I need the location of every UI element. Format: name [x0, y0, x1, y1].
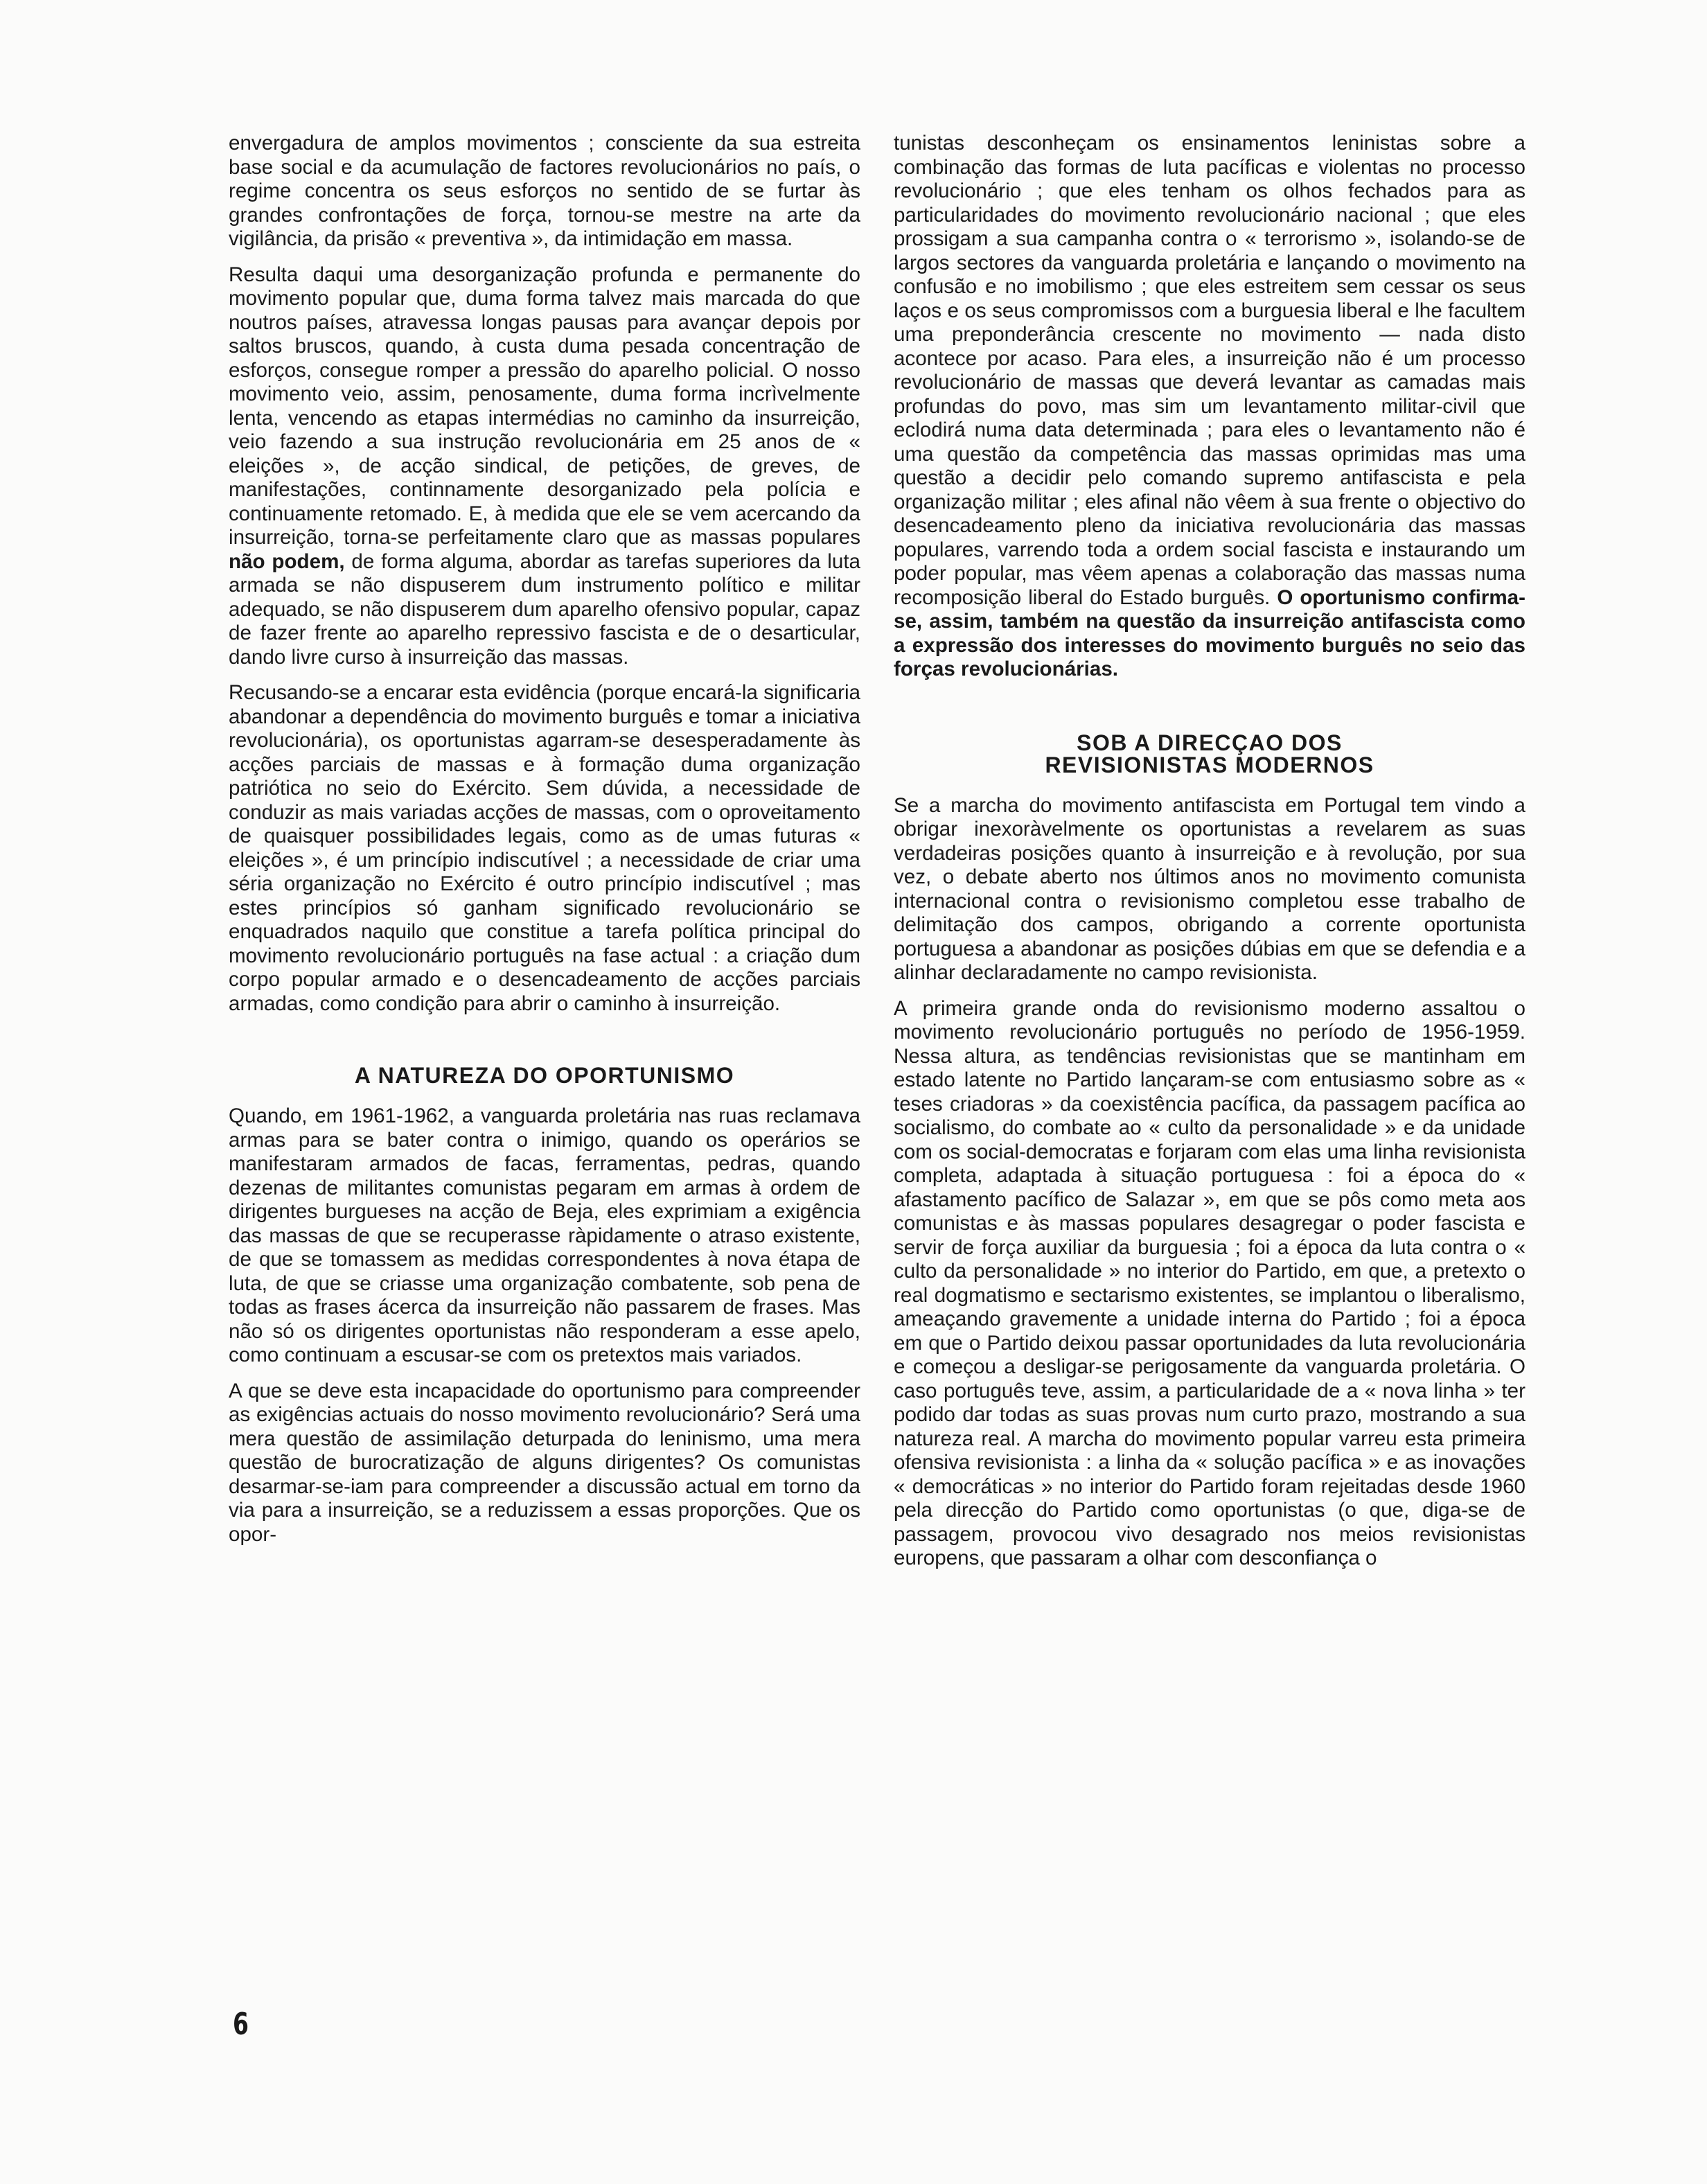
paragraph [229, 263, 860, 670]
paragraph-text: Resulta daqui uma desorganização profunda e permanente do movimento popular que, duma forma talvez mais marcada do que noutros países, atravessa longas pausas para avançar depois por saltos bruscos, quando, à custa duma pesada concentração de esforços, consegue romper a pressão do aparelho policial. O nosso movimento veio, assim, penosamente, duma forma incrìvelmente lenta, vencendo as etapas intermédias no caminho da insurreição, veio fazendo a sua instrução revolucionária em 25 anos de « eleições », de acção sindical, de petições, de greves, de manifestações, continnamente desorganizado pela polícia e continuamente retomado. E, à medida que ele se vem acercando da insurreição, torna-se perfeitamente claro que as massas populares [229, 263, 860, 549]
bold-emphasis: não podem, [229, 549, 345, 573]
right-column [894, 132, 1525, 1583]
section-heading: A NATUREZA DO OPORTUNISMO [354, 1063, 735, 1088]
left-column [229, 132, 860, 1558]
section-heading [894, 732, 1525, 776]
bold-emphasis: O oportunismo confirma-se, assim, também na questão da insurreição antifascista como a expressão dos interesses do movimento burguês no seio das forças revolucionárias. [894, 585, 1525, 680]
paragraph: A primeira grande onda do revisionismo moderno assaltou o movimento revolucionário português no período de 1956-1959. Nessa altura, as tendências revisionistas que se mantinham em estado latente no Partido lançaram-se com entusiasmo sobre as « teses criadoras » da coexistência pacífica, da passagem pacífica ao socialismo, do combate ao « culto da personalidade » e da unidade com os social-democratas e forjaram com elas uma linha revisionista completa, adaptada à situação portuguesa : foi a época do « afastamento pacífico de Salazar », em que se pôs como meta aos comunistas e às massas populares desagregar o poder fascista e servir de força auxiliar da burguesia ; foi a época da luta contra o « culto da personalidade » no interior do Partido, em que, a pretexto o real dogmatismo e sectarismo existentes, se implantou o liberalismo, ameaçando gravemente a unidade interna do Partido ; foi a época em que o Partido deixou passar oportunidades da luta revolucionária e começou a desligar-se perigosamente da vanguarda proletária. O caso português teve, assim, a particularidade de a « nova linha » ter podido dar todas as suas provas num curto prazo, mostrando a sua natureza real. A marcha do movimento popular varreu esta primeira ofensiva revisionista : a linha da « solução pacífica » e as inovações « democráticas » no interior do Partido foram rejeitadas desde 1960 pela direcção do Partido como oportunistas (o que, diga-se de passagem, provocou vivo desagrado nos meios revisionistas europens, que passaram a olhar com desconfiança o [894, 996, 1525, 1569]
paragraph-text: de forma alguma, abordar as tarefas superiores da luta armada se não dispuserem dum instrumento político e militar adequado, se não dispuserem dum aparelho ofensivo popular, capaz de fazer frente ao aparelho repressivo fascista e de o desarticular, dando livre curso à insurreição das massas. [229, 549, 860, 669]
paragraph: envergadura de amplos movimentos ; consciente da sua estreita base social e da acumulação de factores revolucionários no país, o regime concentra os seus esforços no sentido de se furtar às grandes confrontações de força, tornou-se mestre na arte da vigilância, da prisão « preventiva », da intimidação em massa. [229, 132, 860, 250]
paragraph: Recusando-se a encarar esta evidência (porque encará-la significaria abandonar a dependência do movimento burguês e tomar a iniciativa revolucionária), os oportunistas agarram-se desesperadamente às acções parciais de massas e à formação duma organização patriótica no seio do Exército. Sem dúvida, a necessidade de conduzir as mais variadas acções de massas, com o oproveitamento de quaisquer possibilidades legais, como as de umas futuras « eleições », é um princípio indiscutível ; a necessidade de criar uma séria organização no Exército é outro princípio indiscutível ; mas estes princípios só ganham significado revolucionário se enquadrados naquilo que constitue a tarefa política principal do movimento revolucionário português na fase actual : a criação dum corpo popular armado e o desencadeamento de acções parciais armadas, como condição para abrir o caminho à insurreição. [229, 681, 860, 1015]
paragraph: Quando, em 1961-1962, a vanguarda proletária nas ruas reclamava armas para se bater contra o inimigo, quando os operários se manifestaram armados de facas, ferramentas, pedras, quando dezenas de militantes comunistas pegaram em armas à ordem de dirigentes burgueses na acção de Beja, eles exprimiam a exigência das massas de que se recuperasse ràpidamente o atraso existente, de que se tomassem as medidas correspondentes à nova étapa de luta, de que se criasse uma organização combatente, sob pena de todas as frases ácerca da insurreição não passarem de frases. Mas não só os dirigentes oportunistas não responderam a esse apelo, como continuam a escusar-se com os pretextos mais variados. [229, 1104, 860, 1366]
section-heading-line: SOB A DIRECÇAO DOS [1077, 730, 1343, 755]
page-number: 6 [233, 2007, 249, 2042]
paragraph-text: tunistas desconheçam os ensinamentos leninistas sobre a combinação das formas de luta pacíficas e violentas no processo revolucionário ; que eles tenham os olhos fechados para as particularidades do movimento revolucionário nacional ; que eles prossigam a sua campanha contra o « terrorismo », isolando-se de largos sectores da vanguarda proletária e lançando o movimento na confusão e no imobilismo ; que eles estreitem sem cessar os seus laços e os seus compromissos com a burguesia liberal e lhe facultem uma preponderância crescente no movimento — nada disto acontece por acaso. Para eles, a insurreição não é um processo revolucionário de massas que deverá levantar as camadas mais profundas do povo, mas sim um levantamento militar-civil que eclodirá numa data determinada ; para eles o levantamento não é uma questão da competência das massas oprimidas mas uma questão a decidir pelo comando supremo antifascista e pela organização militar ; eles afinal não vêem à sua frente o objectivo do desencadeamento pleno da iniciativa revolucionária das massas populares, varrendo toda a ordem social fascista e instaurando um poder popular, mas vêem apenas a colaboração das massas numa recomposição liberal do Estado burguês. [894, 132, 1525, 609]
section-heading-line: REVISIONISTAS MODERNOS [1045, 752, 1374, 777]
paragraph: A que se deve esta incapacidade do oportunismo para compreender as exigências actuais do nosso movimento revolucionário? Será uma mera questão de assimilação deturpada do leninismo, uma mera questão de burocratização de alguns dirigentes? Os comunistas desarmar-se-iam para compreender a discussão actual em torno da via para a insurreição, se a reduzissem a essas proporções. Que os opor- [229, 1379, 860, 1546]
paragraph: Se a marcha do movimento antifascista em Portugal tem vindo a obrigar inexoràvelmente os oportunistas a revelarem as suas verdadeiras posições quanto à insurreição e à revolução, por sua vez, o debate aberto nos últimos anos no movimento comunista internacional contra o revisionismo completou esse trabalho de delimitação dos campos, obrigando a corrente oportunista portuguesa a abandonar as posições dúbias em que se defendia e a alinhar declaradamente no campo revisionista. [894, 793, 1525, 984]
paragraph [894, 132, 1525, 682]
